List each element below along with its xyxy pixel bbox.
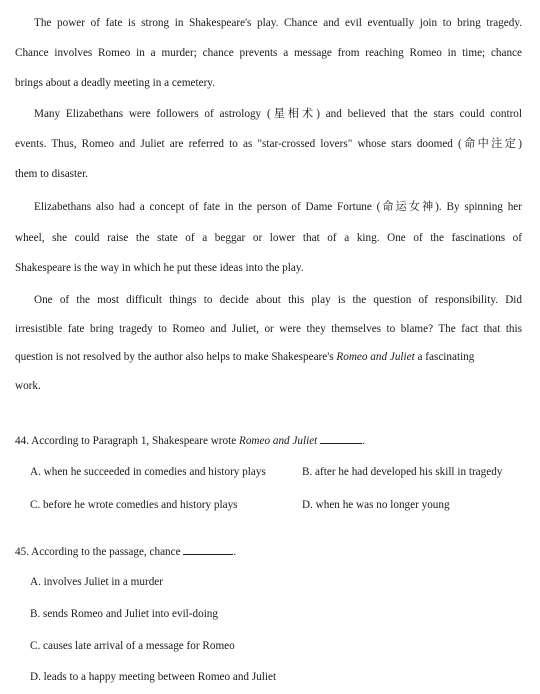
question-44-period: . [362,435,365,447]
passage-p2-line-1: Many Elizabethans were followers of astrology (星相术) and believed that the stars could control [34,108,522,120]
passage-p2-line-3: them to disaster. [15,168,89,180]
question-44-option-d[interactable]: D. when he was no longer young [302,499,450,511]
question-44-play-title: Romeo and Juliet [239,435,318,447]
passage-p4-line-3-end: a fascinating [414,351,475,363]
question-44-text: 44. According to Paragraph 1, Shakespeare wrote [15,435,239,447]
question-45-stem [15,545,236,558]
passage-p4-line-4: work. [15,380,41,392]
passage-p4-line-3 [15,352,474,363]
passage-p4-line-2: irresistible fate bring tragedy to Romeo and Juliet, or were they themselves to blame? The fact that this [15,323,522,335]
question-45-option-b[interactable]: B. sends Romeo and Juliet into evil-doing [30,608,218,620]
question-45-option-c[interactable]: C. causes late arrival of a message for Romeo [30,640,235,652]
passage-p3-line-2: wheel, she could raise the state of a beggar or lower that of a king. One of the fascinations of [15,232,522,244]
question-44-option-a[interactable]: A. when he succeeded in comedies and history plays [30,466,266,478]
passage-p4-line-3-text: question is not resolved by the author also helps to make Shakespeare's [15,351,337,363]
question-45-period: . [233,546,237,558]
question-45-text: 45. According to the passage, chance [15,546,181,558]
passage-p2-line-2: events. Thus, Romeo and Juliet are referred to as "star-crossed lovers" whose stars doomed (命中注定) [15,138,522,150]
question-44-option-b[interactable]: B. after he had developed his skill in tragedy [302,466,503,478]
play-title: Romeo and Juliet [336,351,415,363]
answer-blank-44[interactable] [320,434,362,444]
passage-p1-line-1: The power of fate is strong in Shakespeare's play. Chance and evil eventually join to bring tragedy. [34,17,522,29]
passage-p1-line-2: Chance involves Romeo in a murder; chance prevents a message from reaching Romeo in time; chance [15,47,522,59]
passage-p4-line-1: One of the most difficult things to decide about this play is the question of responsibility. Did [34,294,522,306]
question-44-stem [15,434,365,447]
passage-p3-line-3: Shakespeare is the way in which he put these ideas into the play. [15,262,304,274]
passage-p1-line-3: brings about a deadly meeting in a cemetery. [15,77,215,89]
answer-blank-45[interactable] [183,545,233,555]
passage-p3-line-1: Elizabethans also had a concept of fate in the person of Dame Fortune (命运女神). By spinning her [34,201,522,213]
question-44-option-c[interactable]: C. before he wrote comedies and history plays [30,499,238,511]
question-45-option-a[interactable]: A. involves Juliet in a murder [30,576,163,588]
question-45-option-d[interactable]: D. leads to a happy meeting between Romeo and Juliet [30,671,277,683]
